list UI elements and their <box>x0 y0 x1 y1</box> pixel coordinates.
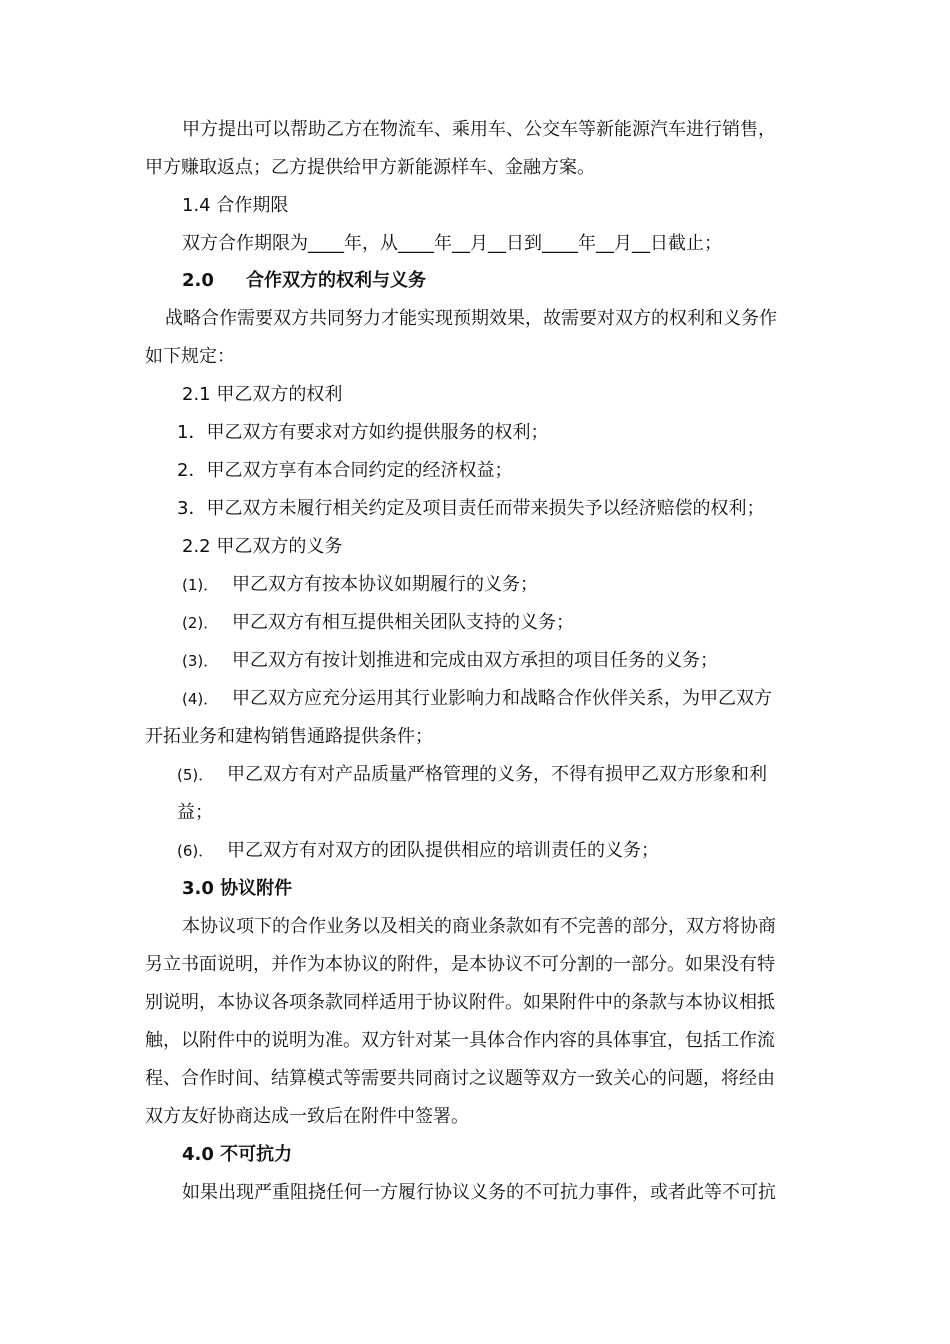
section-heading-1-4: 1.4 合作期限 <box>182 195 289 216</box>
list-item-number: (5)． <box>177 766 214 784</box>
list-item-continuation: 益； <box>177 802 213 823</box>
list-item-number: (1)． <box>182 576 219 594</box>
paragraph-line: 双方友好协商达成一致后在附件中签署。 <box>145 1106 469 1127</box>
paragraph-line: 别说明，本协议各项条款同样适用于协议附件。如果附件中的条款与本协议相抵 <box>145 992 775 1013</box>
list-item-continuation: 开拓业务和建构销售通路提供条件； <box>145 726 433 747</box>
list-item: 甲乙双方有对双方的团队提供相应的培训责任的义务； <box>227 840 659 861</box>
list-item-number: (3)． <box>182 652 219 670</box>
paragraph-line: 甲方赚取返点；乙方提供给甲方新能源样车、金融方案。 <box>145 157 595 178</box>
list-item-number: (4)． <box>182 690 219 708</box>
paragraph-line: 如下规定： <box>145 346 235 367</box>
paragraph-line: 如果出现严重阻挠任何一方履行协议义务的不可抗力事件，或者此等不可抗 <box>182 1182 776 1203</box>
section-heading-3-0: 3.0 协议附件 <box>182 878 293 899</box>
paragraph-line: 本协议项下的合作业务以及相关的商业条款如有不完善的部分，双方将协商 <box>182 916 776 937</box>
list-item: 1．甲乙双方有要求对方如约提供服务的权利； <box>177 422 549 443</box>
paragraph-line: 程、合作时间、结算模式等需要共同商讨之议题等双方一致关心的问题，将经由 <box>145 1068 775 1089</box>
section-heading-4-0: 4.0 不可抗力 <box>182 1144 293 1165</box>
list-item-number: (2)． <box>182 614 219 632</box>
list-item-number: (6)． <box>177 842 214 860</box>
list-item: 甲乙双方有对产品质量严格管理的义务，不得有损甲乙双方形象和利 <box>227 764 767 785</box>
list-item: 3．甲乙双方未履行相关约定及项目责任而带来损失予以经济赔偿的权利； <box>177 498 765 519</box>
list-item: 甲乙双方有相互提供相关团队支持的义务； <box>232 612 574 633</box>
paragraph-line: 甲方提出可以帮助乙方在物流车、乘用车、公交车等新能源汽车进行销售， <box>182 119 776 140</box>
list-item: 甲乙双方有按计划推进和完成由双方承担的项目任务的义务； <box>232 650 718 671</box>
section-heading-2-0: 合作双方的权利与义务 <box>246 270 426 291</box>
paragraph-line: 战略合作需要双方共同努力才能实现预期效果，故需要对双方的权利和义务作 <box>165 308 777 329</box>
paragraph-line: 另立书面说明，并作为本协议的附件，是本协议不可分割的一部分。如果没有特 <box>145 954 775 975</box>
list-item: 甲乙双方应充分运用其行业影响力和战略合作伙伴关系，为甲乙双方 <box>232 688 772 709</box>
section-number-2-0: 2.0 <box>182 270 214 291</box>
cooperation-term-line: 双方合作期限为____年，从____年__月__日到____年__月__日截止； <box>182 233 722 254</box>
paragraph-line: 触，以附件中的说明为准。双方针对某一具体合作内容的具体事宜，包括工作流 <box>145 1030 775 1051</box>
section-heading-2-2: 2.2 甲乙双方的义务 <box>182 536 343 557</box>
list-item: 2．甲乙双方享有本合同约定的经济权益； <box>177 460 513 481</box>
section-heading-2-1: 2.1 甲乙双方的权利 <box>182 384 343 405</box>
list-item: 甲乙双方有按本协议如期履行的义务； <box>232 574 538 595</box>
